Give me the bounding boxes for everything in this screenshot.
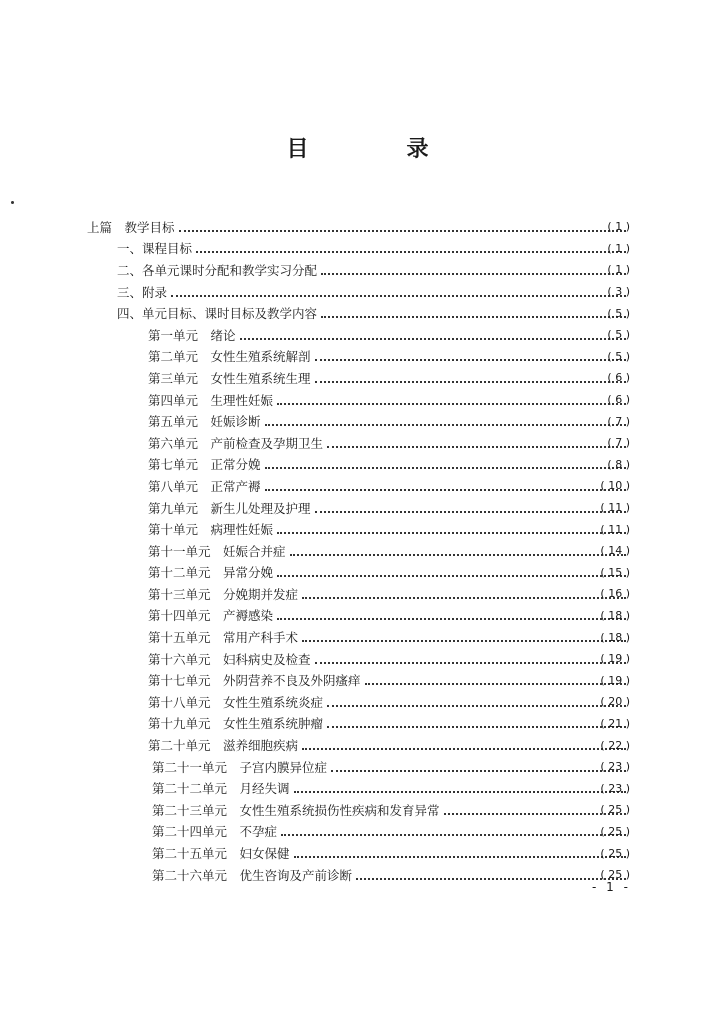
toc-entry[interactable] (0, 302, 715, 324)
toc-entry-label: 四、单元目标、课时目标及教学内容 (117, 306, 318, 322)
dot-leader (321, 273, 626, 275)
toc-entry[interactable] (0, 626, 715, 648)
toc-entry[interactable] (0, 648, 715, 670)
toc-entry-page: ( 25 ) (600, 846, 630, 860)
toc-entry-label: 第十八单元 女性生殖系统炎症 (148, 694, 324, 710)
toc-entry-page: ( 7 ) (607, 436, 630, 450)
toc-entry-page: ( 3 ) (607, 285, 630, 299)
dot-leader (281, 834, 626, 836)
toc-entry-page: ( 25 ) (600, 824, 630, 838)
toc-entry-label: 第十五单元 常用产科手术 (148, 630, 299, 646)
toc-entry-label: 第八单元 正常产褥 (148, 478, 261, 494)
toc-entry[interactable] (0, 777, 715, 799)
dot-leader (277, 532, 626, 534)
toc-entry-page: ( 8 ) (607, 457, 630, 471)
dot-leader (365, 683, 626, 685)
dot-leader (265, 489, 626, 491)
dot-leader (321, 316, 626, 318)
toc-entry-page: ( 10 ) (600, 479, 630, 493)
toc-entry-page: ( 15 ) (600, 565, 630, 579)
toc-entry-label: 第十六单元 妇科病史及检查 (148, 651, 311, 667)
toc-entry-page: ( 11 ) (600, 522, 630, 536)
dot-leader (265, 467, 626, 469)
toc-entry[interactable] (0, 259, 715, 281)
toc-entry-page: ( 20 ) (600, 695, 630, 709)
toc-entry-page: ( 16 ) (600, 587, 630, 601)
dot-leader (356, 878, 626, 880)
toc-entry[interactable] (0, 756, 715, 778)
toc-entry-page: ( 1 ) (607, 241, 630, 255)
toc-entry-label: 第七单元 正常分娩 (148, 457, 261, 473)
dot-leader (327, 726, 626, 728)
toc-entry[interactable] (0, 475, 715, 497)
toc-entry[interactable] (0, 605, 715, 627)
dot-leader (315, 662, 626, 664)
toc-entry-page: ( 5 ) (607, 306, 630, 320)
toc-entry-page: ( 21 ) (600, 716, 630, 730)
toc-entry-label: 第十一单元 妊娠合并症 (148, 543, 286, 559)
dot-leader (302, 597, 626, 599)
toc-entry[interactable] (0, 540, 715, 562)
toc-entry[interactable] (0, 324, 715, 346)
dot-leader (315, 381, 626, 383)
dot-leader (277, 403, 626, 405)
toc-entry-page: ( 22 ) (600, 738, 630, 752)
toc-entry-page: ( 25 ) (600, 868, 630, 882)
toc-entry-page: ( 1 ) (607, 220, 630, 234)
toc-entry-label: 三、附录 (117, 284, 168, 300)
toc-entry-label: 第二十一单元 子宫内膜异位症 (152, 759, 328, 775)
toc-entry-label: 第六单元 产前检查及孕期卫生 (148, 435, 324, 451)
toc-entry-label: 第二十单元 滋养细胞疾病 (148, 738, 299, 754)
toc-entry-label: 第十二单元 异常分娩 (148, 565, 274, 581)
dot-leader (179, 230, 626, 232)
toc-entry[interactable] (0, 216, 715, 238)
toc-entry-page: ( 23 ) (600, 760, 630, 774)
toc-entry-label: 第二十五单元 妇女保健 (152, 846, 290, 862)
toc-entry-label: 第十三单元 分娩期并发症 (148, 586, 299, 602)
toc-entry[interactable] (0, 821, 715, 843)
toc-entry-page: ( 23 ) (600, 781, 630, 795)
dot-leader (302, 640, 626, 642)
toc-entry-label: 一、课程目标 (117, 241, 193, 257)
page-number: - 1 - (592, 880, 631, 894)
toc-entry-label: 二、各单元课时分配和教学实习分配 (117, 262, 318, 278)
dot-leader (290, 554, 626, 556)
toc-entry-page: ( 1 ) (607, 263, 630, 277)
toc-entry-label: 第十单元 病理性妊娠 (148, 522, 274, 538)
toc-entry-label: 第十七单元 外阴营养不良及外阴瘙痒 (148, 673, 361, 689)
toc-entry-page: ( 18 ) (600, 608, 630, 622)
toc-entry-page: ( 18 ) (600, 630, 630, 644)
toc-entry-page: ( 5 ) (607, 349, 630, 363)
toc-entry[interactable] (0, 799, 715, 821)
toc-entry-label: 第二十二单元 月经失调 (152, 781, 290, 797)
toc-entry[interactable] (0, 432, 715, 454)
toc-entry-page: ( 11 ) (600, 501, 630, 515)
dot-leader (277, 618, 626, 620)
dot-leader (294, 856, 626, 858)
toc-entry-page: ( 19 ) (600, 652, 630, 666)
dot-leader (315, 359, 626, 361)
dot-leader (327, 705, 626, 707)
toc-entry-page: ( 5 ) (607, 328, 630, 342)
toc-entry[interactable] (0, 281, 715, 303)
dot-leader (171, 295, 626, 297)
toc-entry-label: 第二十四单元 不孕症 (152, 824, 278, 840)
toc-entry[interactable] (0, 518, 715, 540)
toc-entry[interactable] (0, 583, 715, 605)
toc-entry-page: ( 6 ) (607, 371, 630, 385)
toc-entry-page: ( 19 ) (600, 673, 630, 687)
toc-entry[interactable] (0, 562, 715, 584)
toc-entry[interactable] (0, 497, 715, 519)
page-title: 目 录 (286, 137, 467, 162)
toc-entry[interactable] (0, 669, 715, 691)
toc-entry-page: ( 6 ) (607, 393, 630, 407)
toc-entry-page: ( 14 ) (600, 544, 630, 558)
dot-leader (294, 791, 626, 793)
toc-entry[interactable] (0, 691, 715, 713)
toc-entry-label: 上篇 教学目标 (87, 219, 175, 235)
toc-entry[interactable] (0, 346, 715, 368)
toc-entry[interactable] (0, 367, 715, 389)
toc-entry-label: 第九单元 新生儿处理及护理 (148, 500, 311, 516)
dot-leader (196, 251, 626, 253)
toc-entry-page: ( 7 ) (607, 414, 630, 428)
dot-leader (327, 446, 626, 448)
toc-entry-page: ( 25 ) (600, 803, 630, 817)
toc-entry-label: 第三单元 女性生殖系统生理 (148, 370, 311, 386)
scan-speck (11, 201, 14, 204)
dot-leader (331, 770, 626, 772)
dot-leader (315, 511, 626, 513)
toc-entry[interactable] (0, 842, 715, 864)
dot-leader (240, 338, 626, 340)
toc-entry-label: 第一单元 绪论 (148, 327, 236, 343)
toc-entry-label: 第二单元 女性生殖系统解剖 (148, 349, 311, 365)
toc-entry[interactable] (0, 389, 715, 411)
toc-entry[interactable] (0, 454, 715, 476)
toc-entry-label: 第五单元 妊娠诊断 (148, 414, 261, 430)
toc-entry[interactable] (0, 713, 715, 735)
toc-entry-label: 第十九单元 女性生殖系统肿瘤 (148, 716, 324, 732)
toc-entry[interactable] (0, 734, 715, 756)
dot-leader (277, 575, 626, 577)
table-of-contents (0, 216, 715, 885)
toc-entry-label: 第二十六单元 优生咨询及产前诊断 (152, 867, 353, 883)
dot-leader (265, 424, 626, 426)
toc-entry-label: 第十四单元 产褥感染 (148, 608, 274, 624)
toc-entry[interactable] (0, 238, 715, 260)
toc-entry[interactable] (0, 410, 715, 432)
dot-leader (302, 748, 626, 750)
toc-entry-label: 第四单元 生理性妊娠 (148, 392, 274, 408)
toc-entry-label: 第二十三单元 女性生殖系统损伤性疾病和发育异常 (152, 802, 440, 818)
